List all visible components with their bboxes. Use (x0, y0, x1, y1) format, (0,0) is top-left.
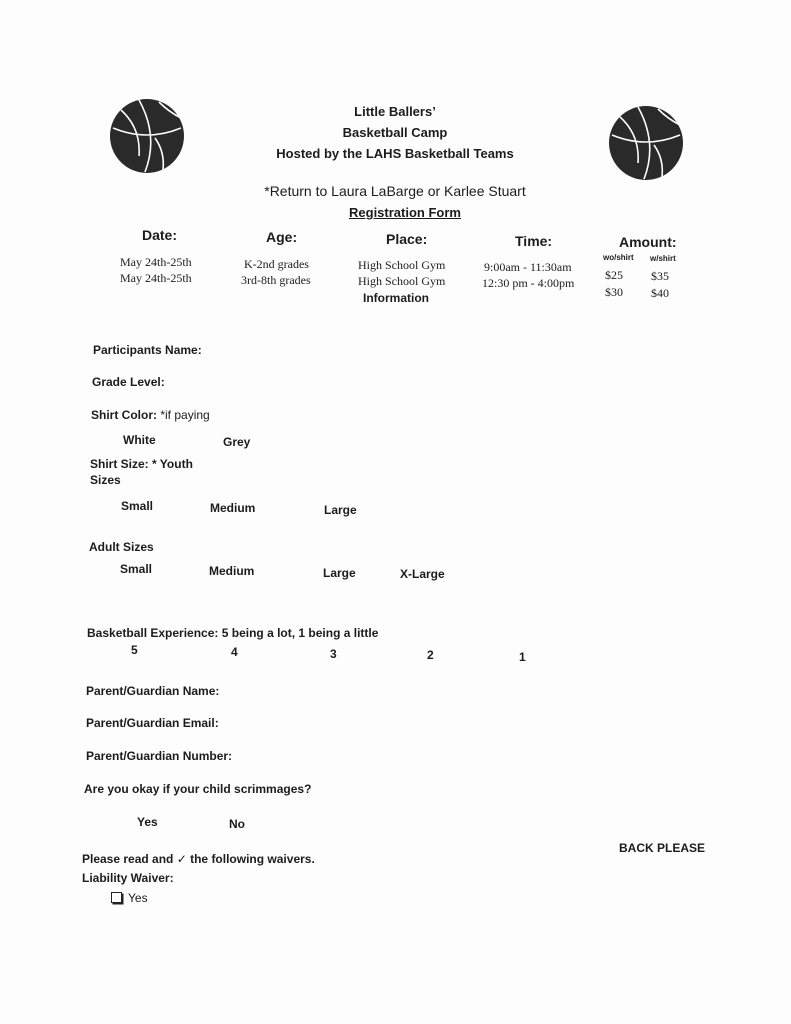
shirt-color-label: Shirt Color: (91, 408, 157, 422)
guardian-number-label: Parent/Guardian Number: (86, 749, 233, 763)
row1-w-shirt: $35 (651, 269, 669, 283)
participant-name-label: Participants Name: (93, 343, 202, 357)
adult-size-large[interactable]: Large (323, 566, 356, 580)
adult-size-medium[interactable]: Medium (209, 564, 255, 578)
experience-option-5[interactable]: 5 (131, 643, 138, 657)
title-line-1: Little Ballers’ (354, 104, 436, 119)
row2-time: 12:30 pm - 4:00pm (482, 276, 575, 290)
grade-level-label: Grade Level: (92, 375, 165, 389)
shirt-color-row (91, 408, 210, 422)
youth-size-small[interactable]: Small (121, 499, 154, 513)
w-shirt-label: w/shirt (650, 254, 676, 263)
youth-size-medium[interactable]: Medium (210, 501, 256, 515)
return-note: *Return to Laura LaBarge or Karlee Stuart (264, 183, 526, 199)
liability-yes-option[interactable] (111, 891, 148, 905)
row1-age: K-2nd grades (244, 257, 309, 271)
row1-date: May 24th-25th (120, 255, 192, 269)
experience-option-3[interactable]: 3 (330, 647, 337, 661)
title-line-2: Basketball Camp (342, 125, 448, 140)
checkbox-icon[interactable] (111, 892, 122, 903)
row2-date: May 24th-25th (120, 271, 192, 285)
back-please-note: BACK PLEASE (619, 841, 706, 855)
liability-yes-label: Yes (128, 891, 148, 905)
row1-place: High School Gym (358, 258, 446, 272)
scrimmage-no[interactable]: No (229, 817, 245, 831)
wo-shirt-label: wo/shirt (603, 253, 634, 262)
place-header: Place: (386, 231, 428, 247)
guardian-email-label: Parent/Guardian Email: (86, 716, 219, 730)
basketball-icon (109, 98, 185, 174)
title-line-3: Hosted by the LAHS Basketball Teams (276, 146, 514, 161)
experience-option-4[interactable]: 4 (231, 645, 238, 659)
color-option-white[interactable]: White (123, 433, 156, 447)
shirt-size-label: Shirt Size: * Youth (90, 457, 193, 471)
row2-age: 3rd-8th grades (241, 273, 311, 287)
form-title: Registration Form (349, 205, 461, 220)
waiver-instruction: Please read and ✓ the following waivers. (82, 852, 315, 866)
row1-wo-shirt: $25 (605, 268, 623, 282)
information-label: Information (363, 291, 429, 305)
experience-label: Basketball Experience: 5 being a lot, 1 being a little (87, 626, 379, 640)
experience-option-2[interactable]: 2 (427, 648, 434, 662)
liability-waiver-label: Liability Waiver: (82, 871, 174, 885)
row1-time: 9:00am - 11:30am (484, 260, 572, 274)
youth-sizes-label: Sizes (90, 473, 121, 487)
youth-size-large[interactable]: Large (324, 503, 357, 517)
time-header: Time: (515, 233, 553, 249)
adult-sizes-label: Adult Sizes (89, 540, 154, 554)
guardian-name-label: Parent/Guardian Name: (86, 684, 220, 698)
adult-size-small[interactable]: Small (120, 562, 153, 576)
experience-option-1[interactable]: 1 (519, 650, 526, 664)
color-option-grey[interactable]: Grey (223, 435, 251, 449)
shirt-color-note: *if paying (160, 408, 210, 422)
date-header: Date: (142, 227, 178, 243)
row2-wo-shirt: $30 (605, 285, 623, 299)
row2-place: High School Gym (358, 274, 446, 288)
amount-header: Amount: (619, 234, 677, 250)
adult-size-xlarge[interactable]: X-Large (400, 567, 445, 581)
row2-w-shirt: $40 (651, 286, 669, 300)
basketball-icon (608, 105, 684, 181)
age-header: Age: (266, 229, 298, 245)
scrimmage-yes[interactable]: Yes (137, 815, 158, 829)
scrimmage-question: Are you okay if your child scrimmages? (84, 782, 312, 796)
